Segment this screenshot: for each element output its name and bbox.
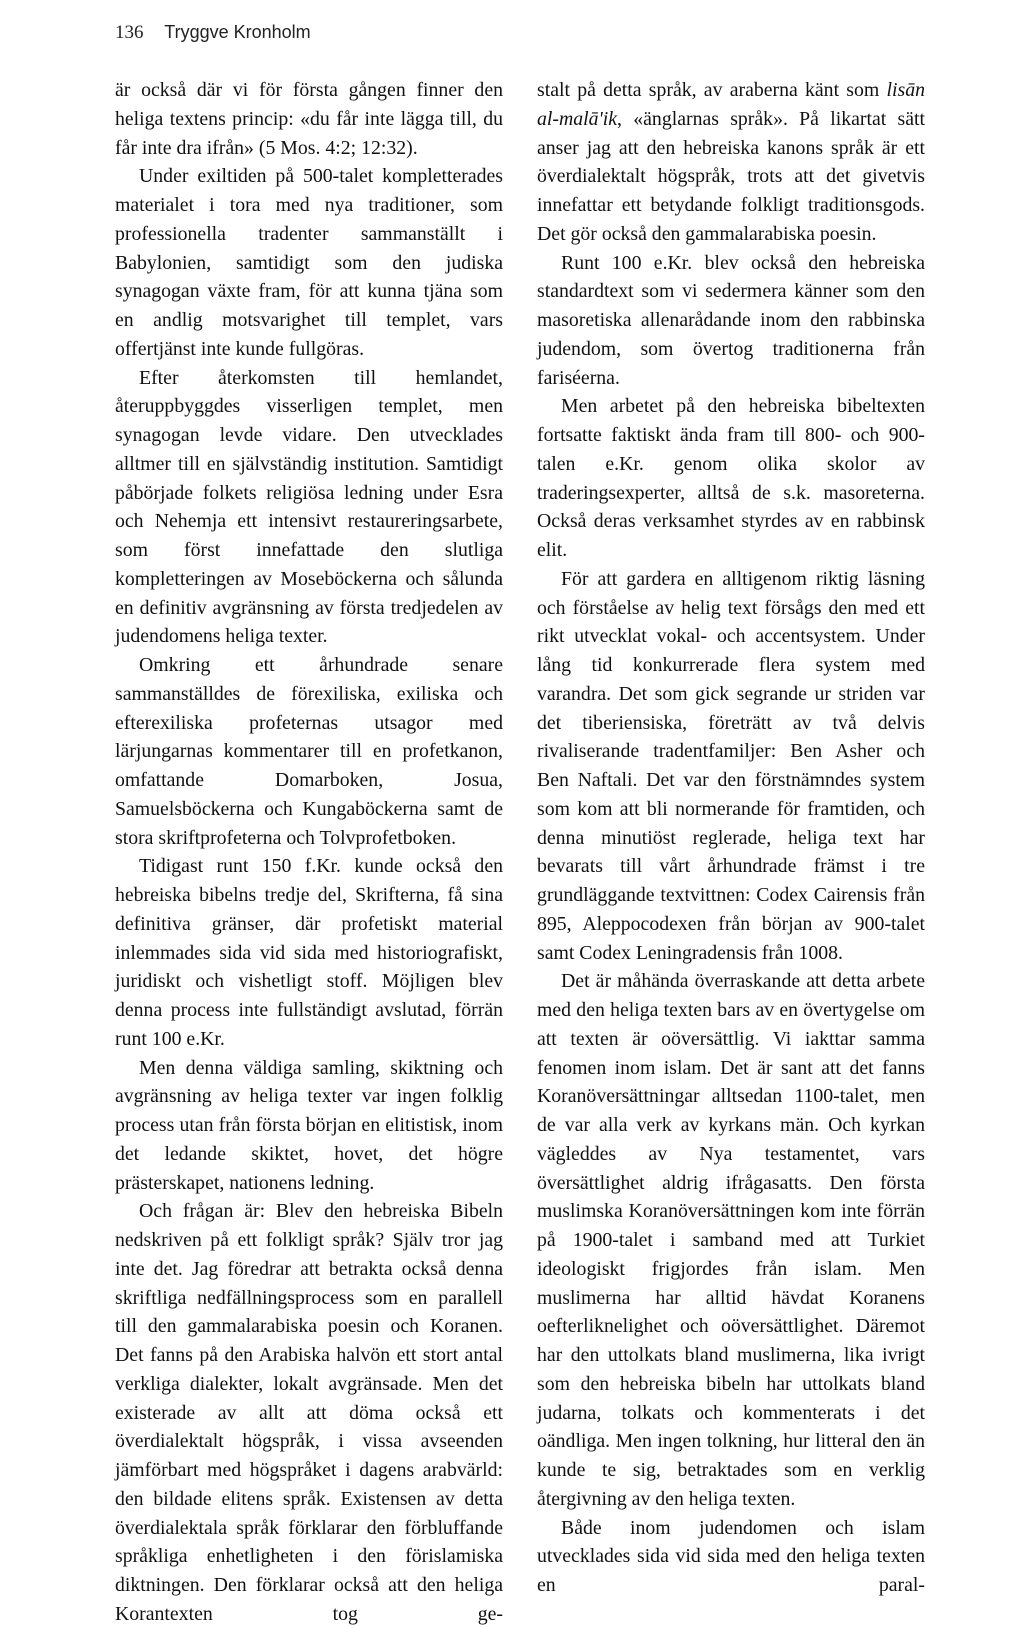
paragraph — [537, 76, 925, 249]
left-column — [115, 76, 503, 1629]
paragraph: är också där vi för första gången finner den heliga textens princip: «du får inte lägga till, du får inte dra ifrån» (5 Mos. 4:2; 12:32). — [115, 79, 503, 159]
right-column — [537, 76, 925, 1600]
paragraph: Tidigast runt 150 f.Kr. kunde också den hebreiska bibelns tredje del, Skrifterna, få sina definitiva gränser, där profetiskt material inlemmades sida vid sida med historiografiskt, juridiskt och vishetligt stoff. Möjligen blev denna process inte fullständigt avslutad, förrän runt 100 e.Kr. — [115, 855, 503, 1050]
paragraph: Omkring ett århundrade senare sammanställdes de förexiliska, exiliska och efterexiliska profeternas utsagor med lärjungarnas kommentarer till en profetkanon, omfattande Domarboken, Josua, Samuelsböckerna och Kungaböckerna samt de stora skriftprofeterna och Tolvprofetboken. — [115, 654, 503, 849]
paragraph: Det är måhända överraskande att detta arbete med den heliga texten bars av en övertygelse om att texten är oöversättlig. Vi iakttar samma fenomen inom islam. Det är sant att det fanns Koranöversättningar alltsedan 1100-talet, men de var alla verk av kyrkans män. Och kyrkan vägleddes av Nya testamentet, vars översättlighet aldrig ifrågasatts. Den första muslimska Koranöversättningen kom inte förrän på 1900-talet i samband med att Turkiet ideologiskt frigjordes från islam. Men muslimerna har alltid hävdat Koranens oefterliknelighet och oöversättlighet. Däremot har den uttolkats bland muslimerna, lika ivrigt som den hebreiska bibeln har uttolkats bland judarna, tolkats och kommenterats i det oändliga. Men ingen tolkning, hur litteral den än kunde te sig, betraktades som en verklig återgivning av den heliga texten. — [537, 970, 925, 1510]
paragraph: Men arbetet på den hebreiska bibeltexten fortsatte faktiskt ända fram till 800- och 900-talen e.Kr. genom olika skolor av traderingsexperter, alltså de s.k. masoreterna. Också deras verksamhet styrdes av en rabbinsk elit. — [537, 395, 925, 561]
italic-term: lisān al-malā'ik — [537, 79, 925, 130]
text-run: , «änglarnas språk». På likartat sätt anser jag att den hebreiska kanons språk är ett överdialektalt högspråk, trots att det givetvis innefattar ett betydande folkligt traditionsgods. Det gör också den gammalarabiska poesin. — [537, 107, 925, 245]
paragraph: Under exiltiden på 500-talet kompletterades materialet i tora med nya traditioner, som professionella tradenter sammanställt i Babylonien, samtidigt som den judiska synagogan växte fram, för att kunna tjäna som en andlig motsvarighet till templet, vars offertjänst inte kunde fullgöras. — [115, 165, 503, 360]
page-number: 136 — [115, 22, 144, 43]
paragraph: Efter återkomsten till hemlandet, återuppbyggdes visserligen templet, men synagogan levde vidare. Den utvecklades alltmer till en självständig institution. Samtidigt påbörjade folkets religiösa ledning under Esra och Nehemja ett intensivt restaureringsarbete, som först innefattade den slutliga kompletteringen av Moseböckerna och sålunda en definitiv avgränsning av första tredjedelen av judendomens heliga texter. — [115, 366, 503, 648]
paragraph: Och frågan är: Blev den hebreiska Bibeln nedskriven på ett folkligt språk? Själv tror jag inte det. Jag föredrar att betrakta också denna skriftliga nedfällningsprocess som en parallell till den gammalarabiska poesin och Koranen. Det fanns på den Arabiska halvön ett stort antal verkliga dialekter, lokalt avgränsade. Men det existerade av allt att döma också ett överdialektalt högspråk, i vissa avseenden jämförbart med högspråket i dagens arabvärld: den bildade elitens språk. Existensen av detta överdialektala språk förklarar den förbluffande språkliga enhetligheten i den förislamiska diktningen. Den förklarar också att den heliga Korantexten tog ge- — [115, 1200, 503, 1625]
text-run: stalt på detta språk, av araberna känt som — [537, 79, 887, 101]
paragraph: För att gardera en alltigenom riktig läsning och förståelse av helig text försågs den med ett rikt utvecklat vokal- och accentsystem. Under lång tid konkurrerade flera system med varandra. Det som gick segrande ur striden var det tiberiensiska, företrätt av två delvis rivaliserande tradentfamiljer: Ben Asher och Ben Naftali. Det var den förstnämndes system som kom att bli normerande för framtiden, och denna minutiöst reglerade, heliga text har bevarats till vårt århundrade främst i tre grundläggande textvittnen: Codex Cairensis från 895, Aleppocodexen från början av 900-talet samt Codex Leningradensis från 1008. — [537, 567, 925, 964]
paragraph: Både inom judendomen och islam utvecklades sida vid sida med den heliga texten en paral- — [537, 1516, 925, 1596]
paragraph: Men denna väldiga samling, skiktning och avgränsning av heliga texter var ingen folklig process utan från första början en elitistisk, inom det ledande skiktet, hovet, det högre prästerskapet, nationens ledning. — [115, 1056, 503, 1194]
paragraph: Runt 100 e.Kr. blev också den hebreiska standardtext som vi sedermera känner som den masoretiska allenarådande inom den rabbinska judendom, som övertog traditionerna från fariséerna. — [537, 251, 925, 389]
running-header — [115, 22, 311, 44]
running-head-author: Tryggve Kronholm — [164, 22, 311, 42]
